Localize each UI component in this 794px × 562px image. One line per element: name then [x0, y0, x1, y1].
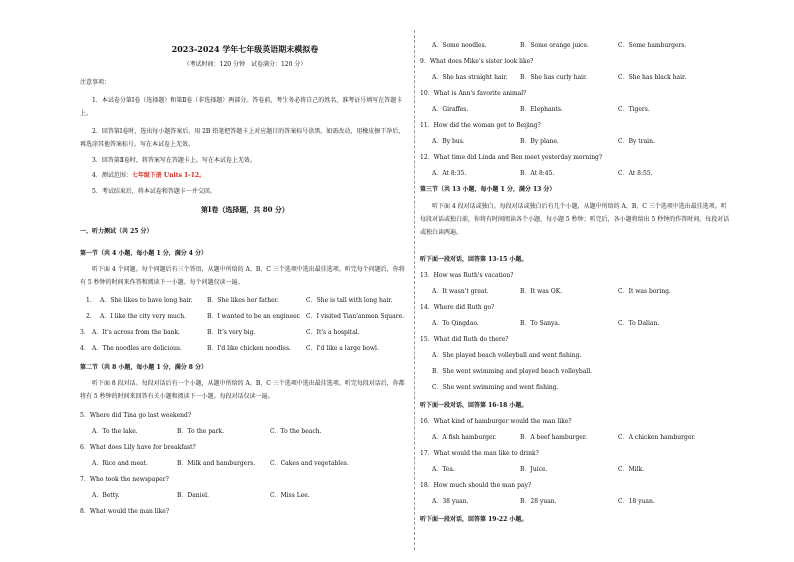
option-c: C．To Dalian.	[618, 320, 660, 327]
note-4-prefix: 4．测试范围：	[92, 172, 132, 179]
note-5: 5．考试结束后，将本试卷和答题卡一并交回。	[92, 188, 216, 195]
group-16-18-heading: 听下面一段对话，回答第 16-18 小题。	[420, 402, 528, 409]
option-b: B．A beef hamburger.	[520, 434, 587, 441]
option-b: B．I'd like chicken noodles.	[207, 345, 291, 352]
section3-title: 第三节（共 13 小题，每小题 1 分，满分 13 分）	[420, 186, 556, 193]
option-a: A．At 8:35.	[432, 170, 467, 177]
option-c: C．Miss Lee.	[270, 492, 310, 499]
question-5: 5．Where did Tina go last weekend?	[80, 412, 192, 419]
question-12: 12．What time did Linda and Ben meet yesterday morning?	[420, 154, 603, 161]
option-c: C．Milk.	[618, 466, 645, 473]
question-14: 14．Where did Ruth go?	[420, 304, 495, 311]
option-a: A．38 yuan.	[432, 498, 469, 505]
option-c: C．Cakes and vegetables.	[270, 460, 349, 467]
option-a: A．It wasn't great.	[432, 288, 489, 295]
exam-subtitle: （考试时间：120 分钟 试卷满分：120 分）	[183, 61, 307, 68]
option-a: A．She likes to have long hair.	[100, 297, 193, 304]
question-17: 17．What would the man like to drink?	[420, 450, 539, 457]
note-2: 2．回答第Ⅰ卷时，选出每小题答案后，用 2B 铅笔把答题卡上对应题目的答案标号涂黑。如需改动，用橡皮擦干净后，再选涂其他答案标号。写在本试卷上无效。	[80, 128, 405, 148]
group-13-15-heading: 听下面一段对话，回答第 13-15 小题。	[420, 256, 528, 263]
part1-title: 第Ⅰ卷（选择题，共 80 分）	[201, 205, 289, 214]
listening-section-title: 一、听力测试（共 25 分）	[80, 228, 153, 235]
option-b: B．At 8:45.	[520, 170, 555, 177]
option-c: C．I'd like a large bowl.	[306, 345, 379, 352]
question-16: 16．What kind of hamburger would the man like?	[420, 418, 572, 425]
question-10: 10．What is Ann's favorite animal?	[420, 90, 527, 97]
option-b: B．28 yuan.	[520, 498, 557, 505]
option-a: A．Tea.	[432, 466, 455, 473]
option-a: A．A fish hamburger.	[432, 434, 497, 441]
option-a: A．Some noodles.	[432, 42, 487, 49]
option-b: B．To the park.	[177, 428, 225, 435]
option-c: C．To the beach.	[270, 428, 322, 435]
option-a: A．Giraffes.	[432, 106, 469, 113]
section2-title: 第二节（共 8 小题，每小题 1 分，满分 8 分）	[80, 364, 208, 371]
question-11: 11．How did the woman get to Beijing?	[420, 122, 541, 129]
question-15-option-a: A．She played beach volleyball and went fishing.	[432, 352, 582, 359]
section1-title: 第一节（共 4 小题，每小题 1 分，满分 4 分）	[80, 250, 208, 257]
option-b: B．Some orange juice.	[520, 42, 589, 49]
section3-desc: 听下面 4 段对话或独白。每段对话或独白后有几个小题，从题中所给的 A、B、C 三个选项中选出最佳选项。听每段对话或独白前，你将有时间阅读各个小题，每小题 5 秒钟；听完后，各小题将给出 5 秒钟的作答时间。每段对话或独白读两遍。	[420, 203, 730, 236]
question-15: 15．What did Ruth do there?	[420, 336, 509, 343]
option-c: C．It's a hospital.	[306, 329, 360, 336]
question-number: 3.	[80, 329, 86, 336]
option-a: A．To the lake.	[92, 428, 138, 435]
question-15-option-c: C．She went swimming and went fishing.	[432, 384, 559, 391]
option-a: A．It's across from the bank.	[92, 329, 181, 336]
option-b: B．Elephants.	[520, 106, 563, 113]
option-c: C．At 8:55.	[618, 170, 653, 177]
question-number: 1.	[86, 297, 92, 304]
question-number: 2.	[86, 313, 92, 320]
question-6: 6．What does Lily have for breakfast?	[80, 444, 196, 451]
question-13: 13．How was Ruth's vacation?	[420, 272, 514, 279]
option-c: C．Tigers.	[618, 106, 650, 113]
question-18: 18．How much should the man pay?	[420, 482, 532, 489]
option-c: C．She has black hair.	[618, 74, 687, 81]
column-divider	[414, 30, 415, 550]
option-a: A．Rice and meat.	[92, 460, 148, 467]
option-b: B．To Sanya.	[520, 320, 560, 327]
option-b: B．Milk and hamburgers.	[177, 460, 256, 467]
option-b: B．It was OK.	[520, 288, 563, 295]
note-3: 3．回答第Ⅱ卷时，将答案写在答题卡上。写在本试卷上无效。	[92, 157, 256, 164]
note-4	[92, 172, 205, 180]
option-b: B．She likes her father.	[207, 297, 279, 304]
option-a: A．By bus.	[432, 138, 465, 145]
option-a: A．I like the city very much.	[100, 313, 187, 320]
option-a: A．The noodles are delicious.	[92, 345, 182, 352]
question-15-option-b: B．She went swimming and played beach volleyball.	[432, 368, 593, 375]
note-1: 1．本试卷分第Ⅰ卷（选择题）和第Ⅱ卷（非选择题）两部分。答卷前，考生务必将自己的姓名、准考证号填写在答题卡上。	[80, 97, 403, 117]
notes-heading: 注意事项：	[80, 79, 111, 86]
option-c: C．18 yuan.	[618, 498, 655, 505]
question-7: 7．Who took the newspaper?	[80, 476, 169, 483]
question-8: 8．What would the man like?	[80, 508, 170, 515]
question-number: 4.	[80, 345, 86, 352]
option-b: B．By plane.	[520, 138, 559, 145]
option-a: A．She has straight hair.	[432, 74, 508, 81]
exam-title: 2023-2024 学年七年级英语期末模拟卷	[171, 44, 319, 54]
option-b: B．Juice.	[520, 466, 548, 473]
note-4-range: 七年级下册 Units 1-12。	[131, 172, 206, 179]
option-b: B．Daniel.	[177, 492, 209, 499]
option-c: C．Some hamburgers.	[618, 42, 687, 49]
option-a: A．Betty.	[92, 492, 120, 499]
section2-desc: 听下面 8 段对话。每段对话后有一个小题，从题中所给的 A、B、C 三个选项中选出最佳选项。听完每段对话后，你都将有 5 秒钟的时间来回答有关小题和阅读下一小题。每段对话仅读一遍。	[80, 380, 405, 400]
option-c: C．I visited Tian'anmen Square.	[306, 313, 405, 320]
question-9: 9．What does Mike's sister look like?	[420, 58, 534, 65]
option-c: C．By train.	[618, 138, 655, 145]
option-c: C．A chicken hamburger.	[618, 434, 696, 441]
option-b: B．I wanted to be an engineer.	[207, 313, 301, 320]
section1-desc: 听下面 4 个问题。每个问题后有三个答语，从题中所给的 A、B、C 三个选项中选出最佳选项。听完每个问题后，你将有 5 秒钟的时间来作答和阅读下一小题。每个问题仅读一遍。	[80, 266, 405, 286]
option-c: C．She is tall with long hair.	[306, 297, 393, 304]
option-b: B．It's very big.	[207, 329, 256, 336]
group-19-22-heading: 听下面一段对话，回答第 19-22 小题。	[420, 516, 528, 523]
option-c: C．It was boring.	[618, 288, 671, 295]
option-b: B．She has curly hair.	[520, 74, 588, 81]
option-a: A．To Qingdao.	[432, 320, 479, 327]
